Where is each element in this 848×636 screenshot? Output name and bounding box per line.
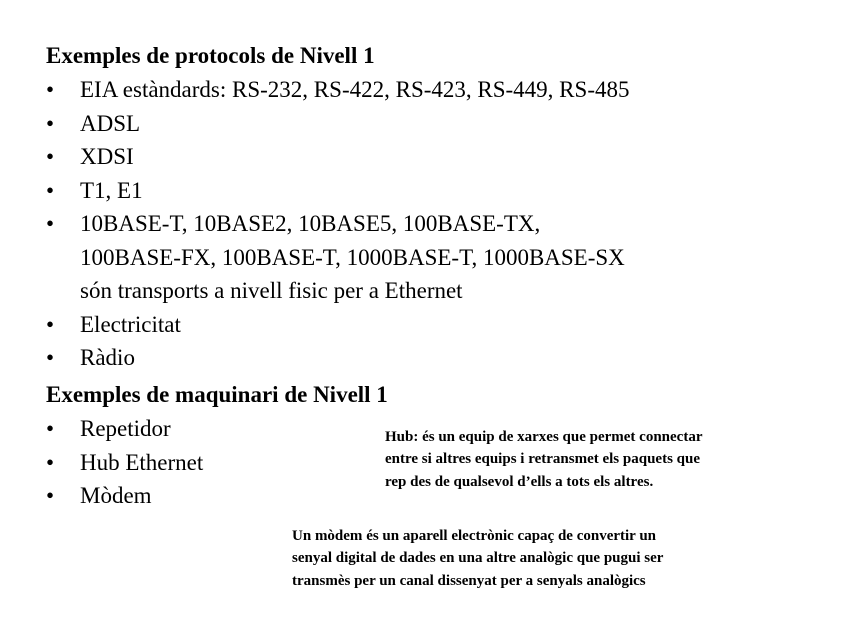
bullet-icon: • — [46, 77, 55, 102]
hub-note-line: Hub: és un equip de xarxes que permet connectar — [385, 429, 703, 445]
hardware-heading: Exemples de maquinari de Nivell 1 — [46, 382, 388, 407]
bullet-icon: • — [46, 211, 55, 236]
modem-note-text: és un aparell electrònic capaç de convertir un — [362, 528, 657, 544]
modem-note-line: senyal digital de dades en una altre analògic que pugui ser — [292, 550, 664, 567]
list-item-text: Mòdem — [80, 483, 152, 508]
list-item — [46, 207, 629, 308]
modem-term: mòdem — [314, 528, 363, 544]
bullet-icon: • — [46, 345, 55, 370]
list-item-text: Electricitat — [80, 311, 181, 337]
protocols-list — [46, 73, 629, 375]
list-item — [46, 341, 629, 375]
hub-note-line: entre si altres equips i retransmet els paquets que — [385, 451, 700, 468]
list-item — [46, 107, 629, 141]
modem-note-line: transmès per un canal dissenyat per a senyals analògics — [292, 572, 646, 589]
list-item-text: Ràdio — [80, 345, 135, 370]
list-item-text: Hub Ethernet — [80, 449, 204, 475]
bullet-icon: • — [46, 177, 55, 203]
list-item — [46, 479, 203, 513]
hardware-list — [46, 412, 203, 513]
list-item-text: EIA estàndards: RS-232, RS-422, RS-423, RS-449, RS-485 — [80, 77, 630, 102]
bullet-icon: • — [46, 144, 55, 169]
modem-note — [292, 525, 663, 592]
bullet-icon: • — [46, 449, 55, 475]
list-item-text: 100BASE-FX, 100BASE-T, 1000BASE-T, 1000BASE-SX — [80, 244, 625, 270]
bullet-icon: • — [46, 110, 55, 136]
bullet-icon: • — [46, 416, 55, 441]
list-item — [46, 308, 629, 342]
list-item — [46, 140, 629, 174]
hub-note — [385, 426, 703, 493]
list-item-text: ADSL — [80, 110, 141, 136]
list-item — [46, 412, 203, 446]
list-item-text: Repetidor — [80, 416, 171, 441]
list-item — [46, 446, 203, 480]
bullet-icon: • — [46, 483, 55, 508]
bullet-icon: • — [46, 311, 55, 337]
list-item-text: T1, E1 — [80, 177, 143, 203]
list-item — [46, 174, 629, 208]
protocols-heading: Exemples de protocols de Nivell 1 — [46, 43, 375, 68]
hub-note-line: rep des de qualsevol d’ells a tots els altres. — [385, 473, 654, 490]
list-item-text: són transports a nivell fisic per a Ethernet — [80, 278, 463, 303]
list-item — [46, 73, 629, 107]
list-item-text: XDSI — [80, 144, 134, 169]
modem-note-line — [292, 525, 663, 547]
list-item-text: 10BASE-T, 10BASE2, 10BASE5, 100BASE-TX, — [80, 211, 541, 236]
modem-note-text: Un — [292, 528, 315, 544]
